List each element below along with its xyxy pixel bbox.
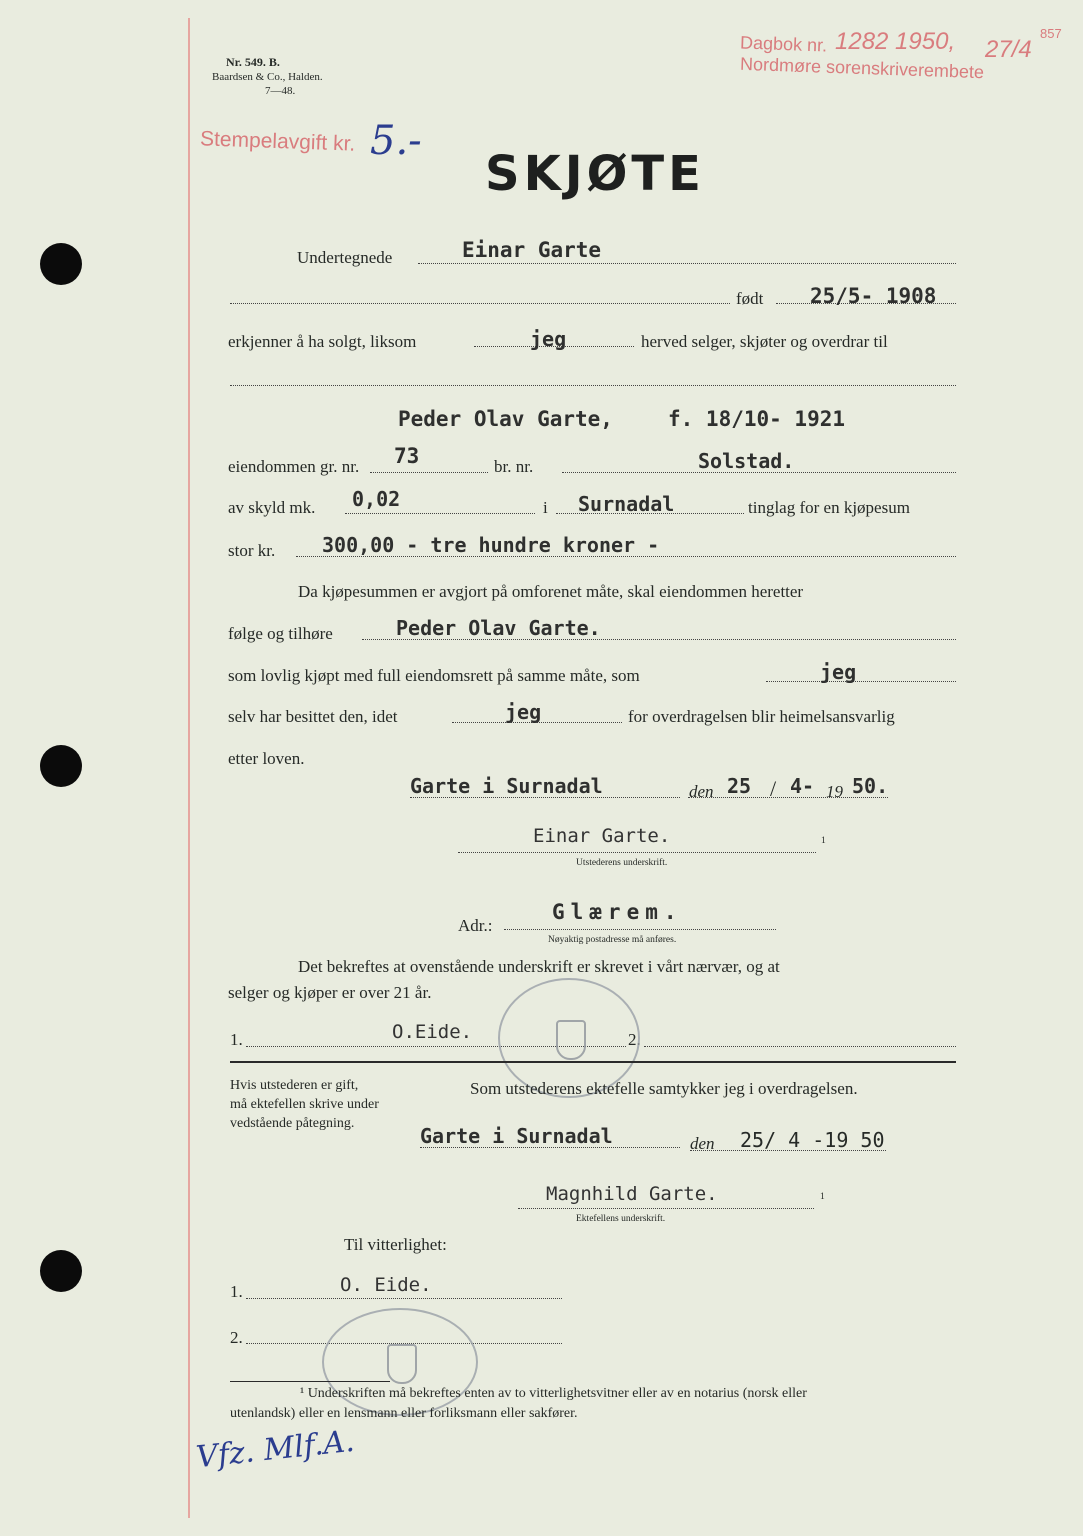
spouse-signature: Magnhild Garte. [546,1183,718,1205]
date-day: 25 [727,774,752,798]
buyer-birth: f. 18/10- 1921 [668,407,846,431]
liksom-value: jeg [530,327,567,351]
dagbok-page: 857 [1040,26,1062,41]
folge-value: Peder Olav Garte. [396,616,601,640]
date-century: 19 [826,782,843,801]
heimel-label: for overdragelsen blir heimelsansvarlig [628,707,895,726]
margin-line [188,18,190,1518]
document-title: SKJØTE [485,146,705,202]
witness-text-2: selger og kjøper er over 21 år. [228,983,432,1002]
spouse-consent: Som utstederens ektefelle samtykker jeg i overdragelsen. [470,1079,858,1098]
fodt-label: født [736,289,764,308]
vitterlighet-num-1: 1. [230,1282,243,1301]
gr-nr-value: 73 [394,444,420,468]
adr-caption: Nøyaktig postadresse må anføres. [548,935,677,945]
tinglag-value: Surnadal [578,492,675,516]
etter-loven: etter loven. [228,749,305,768]
spouse-footnote-mark: 1 [820,1192,825,1202]
punch-hole [40,243,82,285]
vitterlighet-witness-1: O. Eide. [340,1274,432,1296]
date-slash: / [770,776,777,801]
witness-text-1: Det bekreftes at ovenstående underskrift er skrevet i vårt nærvær, og at [298,957,780,976]
place-date: Garte i Surnadal [410,774,603,798]
footnote-line-1: ¹ Underskriften må bekreftes enten av to vitterlighetsvitner eller av en notarius (norsk eller [300,1386,807,1401]
spouse-place: Garte i Surnadal [420,1124,613,1148]
undertegnede-label: Undertegnede [297,248,393,267]
selv-label: selv har besittet den, idet [228,707,398,726]
spouse-note-3: vedstående påtegning. [230,1116,355,1131]
signature-caption: Utstederens underskrift. [576,858,668,868]
skyld-value: 0,02 [352,487,401,511]
skyld-label: av skyld mk. [228,498,316,517]
price-value: 300,00 - tre hundre kroner - [322,533,660,557]
vitterlighet-num-2: 2. [230,1328,243,1347]
buyer-name: Peder Olav Garte, [398,407,613,431]
selv-value: jeg [505,700,542,724]
vitterlighet-label: Til vitterlighet: [344,1235,447,1254]
office-stamp: Nordmøre sorenskriverembete [739,53,985,83]
spouse-date: 25/ 4 -19 50 [740,1128,885,1152]
spouse-note-1: Hvis utstederen er gift, [230,1078,359,1093]
adr-value: Glærem. [552,900,683,924]
i-label: i [543,498,548,517]
date-month: 4- [790,774,815,798]
den-label: den [689,782,714,801]
stamp-duty-label: Stempelavgift kr. [199,127,356,156]
lovlig-label: som lovlig kjøpt med full eiendomsrett på samme måte, som [228,666,640,685]
witness-num-2: 2. [628,1030,641,1049]
printer-name: Baardsen & Co., Halden. [212,71,323,83]
handwritten-initials: Vfz. Mlf.A. [194,1423,357,1476]
paragraph-1: Da kjøpesummen er avgjort på omforenet måte, skal eiendommen heretter [298,582,804,601]
dagbok-label: Dagbok nr. [739,32,828,56]
punch-hole [40,745,82,787]
dagbok-number: 1282 1950, [835,28,956,55]
folge-label: følge og tilhøre [228,624,333,643]
seller-name: Einar Garte [462,238,602,262]
punch-hole [40,1250,82,1292]
spouse-den-label: den [690,1134,715,1153]
adr-label: Adr.: [458,916,493,935]
date-year: 50. [852,774,889,798]
spouse-note-2: må ektefellen skrive under [230,1097,379,1112]
form-number: Nr. 549. B. [226,55,280,69]
spouse-caption: Ektefellens underskrift. [576,1214,666,1224]
stor-label: stor kr. [228,541,276,560]
tinglag-label: tinglag for en kjøpesum [748,498,910,517]
dagbok-date: 27/4 [985,36,1032,63]
footnote-line-2: utenlandsk) eller en lensmann eller forliksmann eller sakfører. [230,1406,578,1421]
footnote-mark: 1 [821,836,826,846]
herved-label: herved selger, skjøter og overdrar til [641,332,888,351]
erkjenner-label: erkjenner å ha solgt, liksom [228,332,417,351]
seller-signature: Einar Garte. [533,825,671,847]
witness-1: O.Eide. [392,1021,473,1043]
br-nr-label: br. nr. [494,457,534,476]
br-nr-value: Solstad. [698,449,795,473]
eiendommen-label: eiendommen gr. nr. [228,457,360,476]
witness-num-1: 1. [230,1030,243,1049]
lovlig-value: jeg [820,660,857,684]
print-date: 7—48. [265,85,296,97]
stamp-duty-amount: 5.- [370,118,422,164]
seller-birth: 25/5- 1908 [810,284,937,308]
